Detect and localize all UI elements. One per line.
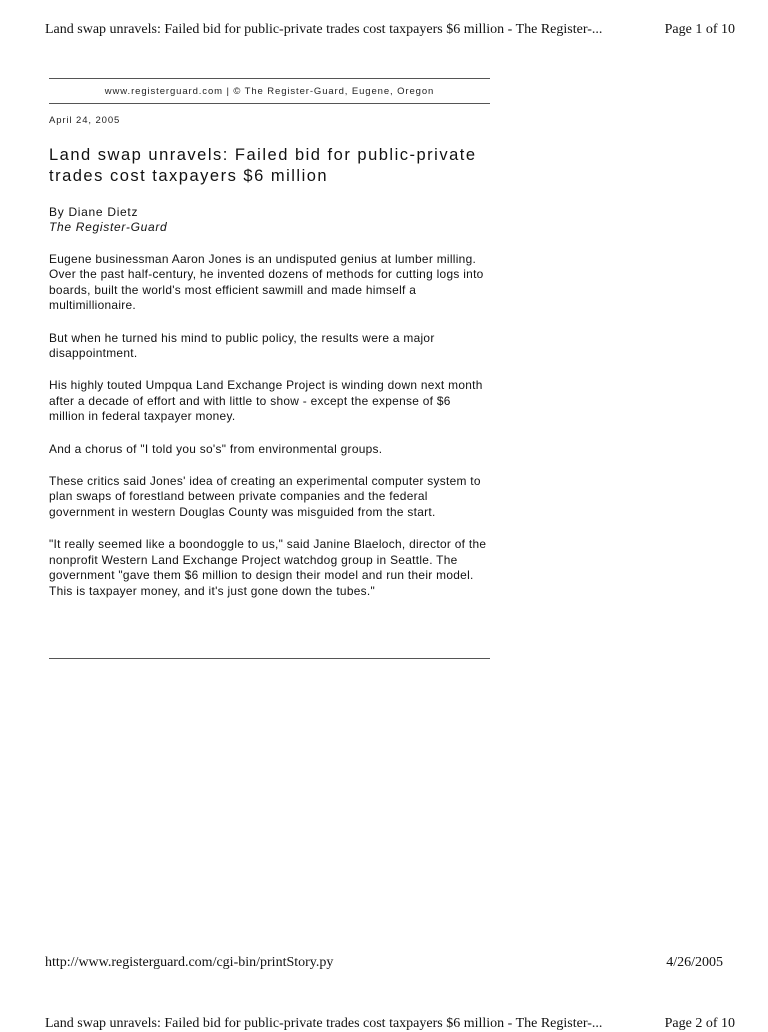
article-paragraph: Eugene businessman Aaron Jones is an undisputed genius at lumber milling. Over the past half-century, he invented dozens of methods for cutting logs into boards, built the world's most efficient sawmill and made himself a multimillionaire. [49,252,484,313]
byline-author: By Diane Dietz [49,205,139,219]
masthead-bottom-rule [49,103,490,104]
article-end-rule [49,658,490,659]
article [49,78,490,616]
article-body [49,252,490,599]
print-footer [45,955,723,971]
print-footer-date: 4/26/2005 [666,955,723,970]
next-page-header-page-number: Page 2 of 10 [664,1016,735,1031]
masthead: www.registerguard.com | © The Register-Guard, Eugene, Oregon [104,86,435,97]
print-footer-url: http://www.registerguard.com/cgi-bin/printStory.py [45,955,334,970]
print-header-page-number: Page 1 of 10 [664,22,735,37]
byline-source: The Register-Guard [49,220,168,234]
article-paragraph: And a chorus of "I told you so's" from environmental groups. [49,441,383,456]
article-paragraph: But when he turned his mind to public policy, the results were a major disappointment. [49,330,435,361]
byline [49,205,490,235]
next-page-header [45,1016,735,1032]
next-page-header-title: Land swap unravels: Failed bid for public-private trades cost taxpayers $6 million - The Register-... [45,1016,603,1031]
article-date: April 24, 2005 [49,115,121,126]
print-header [45,22,735,38]
article-paragraph: "It really seemed like a boondoggle to us," said Janine Blaeloch, director of the nonprofit Western Land Exchange Project watchdog group in Seattle. The government "gave them $6 million to design their model and run their model. This is taxpayer money, and it's just gone down the tubes." [49,537,487,598]
print-header-title: Land swap unravels: Failed bid for public-private trades cost taxpayers $6 million - The Register-... [45,22,603,37]
article-paragraph: His highly touted Umpqua Land Exchange Project is winding down next month after a decade of effort and with little to show - except the expense of $6 million in federal taxpayer money. [49,378,483,424]
article-headline: Land swap unravels: Failed bid for public-private trades cost taxpayers $6 million [49,146,477,185]
article-paragraph: These critics said Jones' idea of creating an experimental computer system to plan swaps of forestland between private companies and the federal government in western Douglas County was misguided from the start. [49,474,481,519]
